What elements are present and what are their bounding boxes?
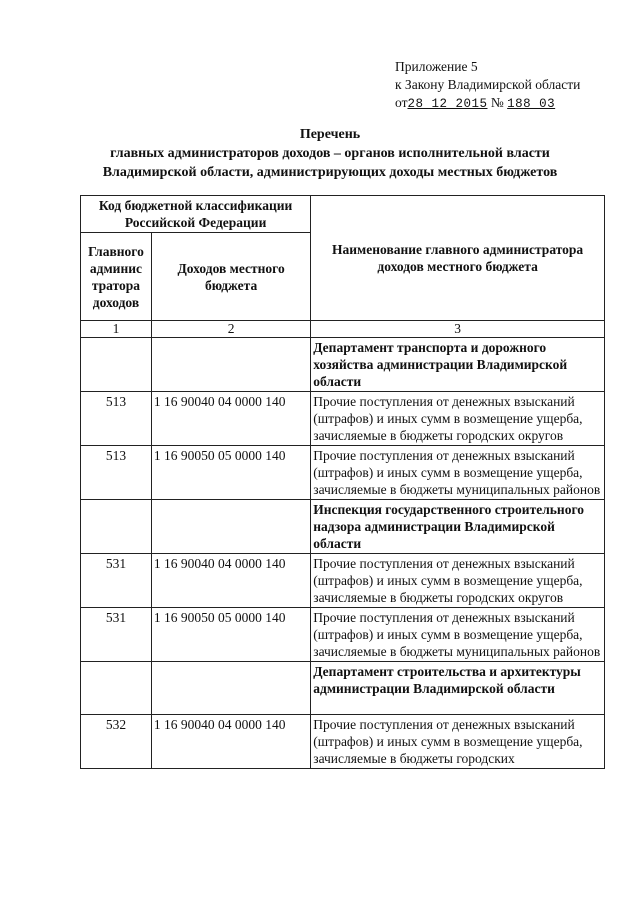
income-code-cell: 1 16 90050 05 0000 140 bbox=[151, 446, 310, 500]
administrator-name-cell: Департамент строительства и архитектуры администрации Владимирской области bbox=[311, 662, 605, 715]
table-row bbox=[81, 554, 605, 608]
index-3: 3 bbox=[311, 321, 605, 338]
administrators-table bbox=[80, 195, 605, 769]
header-group-code: Код бюджетной классификации Российской Федерации bbox=[81, 196, 311, 233]
administrator-name-cell: Прочие поступления от денежных взысканий (штрафов) и иных сумм в возмещение ущерба, зачисляемые в бюджеты городских округов bbox=[311, 554, 605, 608]
administrator-name-cell: Прочие поступления от денежных взысканий (штрафов) и иных сумм в возмещение ущерба, зачисляемые в бюджеты городских bbox=[311, 715, 605, 769]
table-row bbox=[81, 662, 605, 715]
header-income: Доходов местного бюджета bbox=[151, 233, 310, 321]
appendix-date-line bbox=[395, 94, 580, 113]
administrator-name-cell: Департамент транспорта и дорожного хозяйства администрации Владимирской области bbox=[311, 338, 605, 392]
table-row bbox=[81, 338, 605, 392]
table-row bbox=[81, 715, 605, 769]
appendix-prefix: от bbox=[395, 95, 408, 110]
administrator-name-cell: Прочие поступления от денежных взысканий (штрафов) и иных сумм в возмещение ущерба, зачисляемые в бюджеты городских округов bbox=[311, 392, 605, 446]
header-admin: Главного админис тратора доходов bbox=[81, 233, 152, 321]
appendix-number: 188 03 bbox=[507, 97, 556, 111]
income-code-cell: 1 16 90040 04 0000 140 bbox=[151, 392, 310, 446]
income-code-cell: 1 16 90050 05 0000 140 bbox=[151, 608, 310, 662]
appendix-title: Приложение 5 bbox=[395, 59, 478, 74]
table-row bbox=[81, 500, 605, 554]
index-2: 2 bbox=[151, 321, 310, 338]
appendix-block bbox=[395, 58, 580, 113]
income-code-cell: 1 16 90040 04 0000 140 bbox=[151, 715, 310, 769]
admin-code-cell: 513 bbox=[81, 446, 152, 500]
administrator-name-cell: Инспекция государственного строительного надзора администрации Владимирской области bbox=[311, 500, 605, 554]
administrator-name-cell: Прочие поступления от денежных взысканий (штрафов) и иных сумм в возмещение ущерба, зачисляемые в бюджеты муниципальных районов bbox=[311, 446, 605, 500]
table-row bbox=[81, 446, 605, 500]
admin-code-cell: 531 bbox=[81, 608, 152, 662]
income-code-cell bbox=[151, 500, 310, 554]
title-line-2: главных администраторов доходов – органов исполнительной власти bbox=[110, 146, 550, 161]
admin-code-cell: 513 bbox=[81, 392, 152, 446]
income-code-cell bbox=[151, 338, 310, 392]
table-row bbox=[81, 608, 605, 662]
admin-code-cell bbox=[81, 338, 152, 392]
index-1: 1 bbox=[81, 321, 152, 338]
title-line-1: Перечень bbox=[299, 127, 361, 142]
appendix-no-label: № bbox=[490, 95, 504, 110]
admin-code-cell: 531 bbox=[81, 554, 152, 608]
income-code-cell bbox=[151, 662, 310, 715]
appendix-law: к Закону Владимирской области bbox=[395, 77, 581, 92]
income-code-cell: 1 16 90040 04 0000 140 bbox=[151, 554, 310, 608]
admin-code-cell bbox=[81, 662, 152, 715]
header-name: Наименование главного администратора доходов местного бюджета bbox=[311, 196, 605, 321]
document-title bbox=[60, 125, 600, 182]
admin-code-cell bbox=[81, 500, 152, 554]
administrator-name-cell: Прочие поступления от денежных взысканий (штрафов) и иных сумм в возмещение ущерба, зачисляемые в бюджеты муниципальных районов bbox=[311, 608, 605, 662]
table-row bbox=[81, 392, 605, 446]
admin-code-cell: 532 bbox=[81, 715, 152, 769]
title-line-3: Владимирской области, администрирующих доходы местных бюджетов bbox=[102, 165, 558, 180]
table-body bbox=[81, 338, 605, 769]
appendix-date: 28 12 2015 bbox=[407, 97, 488, 111]
